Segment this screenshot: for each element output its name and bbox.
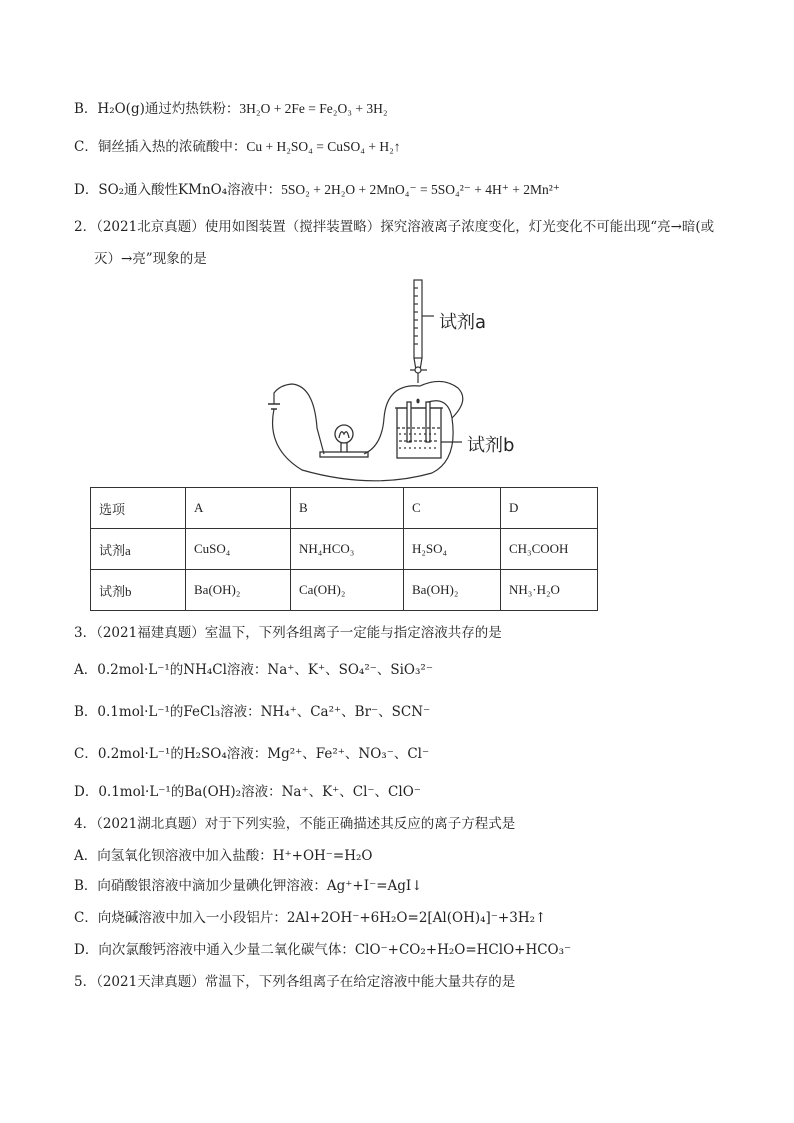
- burette-icon: [410, 280, 434, 383]
- option-label: B．: [74, 101, 98, 117]
- q2-stem-line2: 灭）→亮”现象的是: [94, 251, 207, 267]
- option-text: H₂O(g)通过灼热铁粉：: [97, 101, 240, 117]
- option-text: 铜丝插入热的浓硫酸中：: [97, 139, 247, 155]
- table-row: [91, 488, 598, 529]
- table-cell: H₂SO₄: [404, 529, 501, 570]
- table-cell: 试剂b: [91, 570, 186, 611]
- beaker-icon: [395, 402, 462, 458]
- droplet-icon: [416, 399, 419, 404]
- table-row: [91, 529, 598, 570]
- table-cell: CH₃COOH: [501, 529, 598, 570]
- q2-stem-line1: 2．（2021北京真题）使用如图装置（搅拌装置略）探究溶液离子浓度变化，灯光变化不可能出现“亮→暗(或: [74, 219, 715, 235]
- table-cell: NH₄HCO₃: [291, 529, 404, 570]
- table-cell: Ba(OH)₂: [404, 570, 501, 611]
- option-text: SO₂通入酸性KMnO₄溶液中：: [98, 182, 282, 198]
- q5-stem: 5．（2021天津真题）常温下，下列各组离子在给定溶液中能大量共存的是: [74, 974, 516, 990]
- table-row: [91, 570, 598, 611]
- q4-option-a: A．向氢氧化钡溶液中加入盐酸：H⁺+OH⁻=H₂O: [74, 848, 373, 864]
- options-table: [90, 487, 598, 611]
- reagent-b-label: 试剂b: [467, 435, 515, 456]
- q3-option-b: B．0.1mol·L⁻¹的FeCl₃溶液：NH₄⁺、Ca²⁺、Br⁻、SCN⁻: [74, 704, 431, 720]
- q3-option-c: C．0.2mol·L⁻¹的H₂SO₄溶液：Mg²⁺、Fe²⁺、NO₃⁻、Cl⁻: [74, 746, 430, 762]
- equation: Cu + H₂SO₄ = CuSO₄ + H₂↑: [246, 139, 401, 154]
- q3-option-a: A．0.2mol·L⁻¹的NH₄Cl溶液：Na⁺、K⁺、SO₄²⁻、SiO₃²⁻: [74, 662, 433, 678]
- table-cell: A: [186, 488, 291, 529]
- table-cell: NH₃·H₂O: [501, 570, 598, 611]
- light-bulb-icon: [320, 425, 368, 457]
- equation: 3H₂O + 2Fe = Fe₂O₃ + 3H₂: [239, 101, 388, 116]
- option-c-line: [74, 137, 401, 157]
- option-b-line: [74, 99, 388, 119]
- q3-stem: 3．（2021福建真题）室温下，下列各组离子一定能与指定溶液共存的是: [74, 625, 502, 641]
- q4-option-b: B．向硝酸银溶液中滴加少量碘化钾溶液：Ag⁺+I⁻=AgI↓: [74, 878, 423, 894]
- equation: 5SO₂ + 2H₂O + 2MnO₄⁻ = 5SO₄²⁻ + 4H⁺ + 2Mn²⁺: [281, 182, 560, 197]
- reagent-a-label: 试剂a: [439, 312, 487, 333]
- table-cell: Ba(OH)₂: [186, 570, 291, 611]
- option-label: C．: [74, 139, 98, 155]
- q4-option-d: D．向次氯酸钙溶液中通入少量二氧化碳气体：ClO⁻+CO₂+H₂O=HClO+HCO₃⁻: [74, 942, 572, 958]
- table-cell: CuSO₄: [186, 529, 291, 570]
- option-d-line: [74, 180, 560, 200]
- table-cell: 选项: [91, 488, 186, 529]
- q3-option-d: D．0.1mol·L⁻¹的Ba(OH)₂溶液：Na⁺、K⁺、Cl⁻、ClO⁻: [74, 784, 421, 800]
- q4-option-c: C．向烧碱溶液中加入一小段铝片：2Al+2OH⁻+6H₂O=2[Al(OH)₄]⁻+3H₂↑: [74, 910, 547, 926]
- table-cell: D: [501, 488, 598, 529]
- table-cell: 试剂a: [91, 529, 186, 570]
- table-cell: Ca(OH)₂: [291, 570, 404, 611]
- table-cell: B: [291, 488, 404, 529]
- option-label: D．: [74, 182, 99, 198]
- table-cell: C: [404, 488, 501, 529]
- q4-stem: 4．（2021湖北真题）对于下列实验，不能正确描述其反应的离子方程式是: [74, 816, 516, 832]
- battery-icon: [268, 404, 280, 409]
